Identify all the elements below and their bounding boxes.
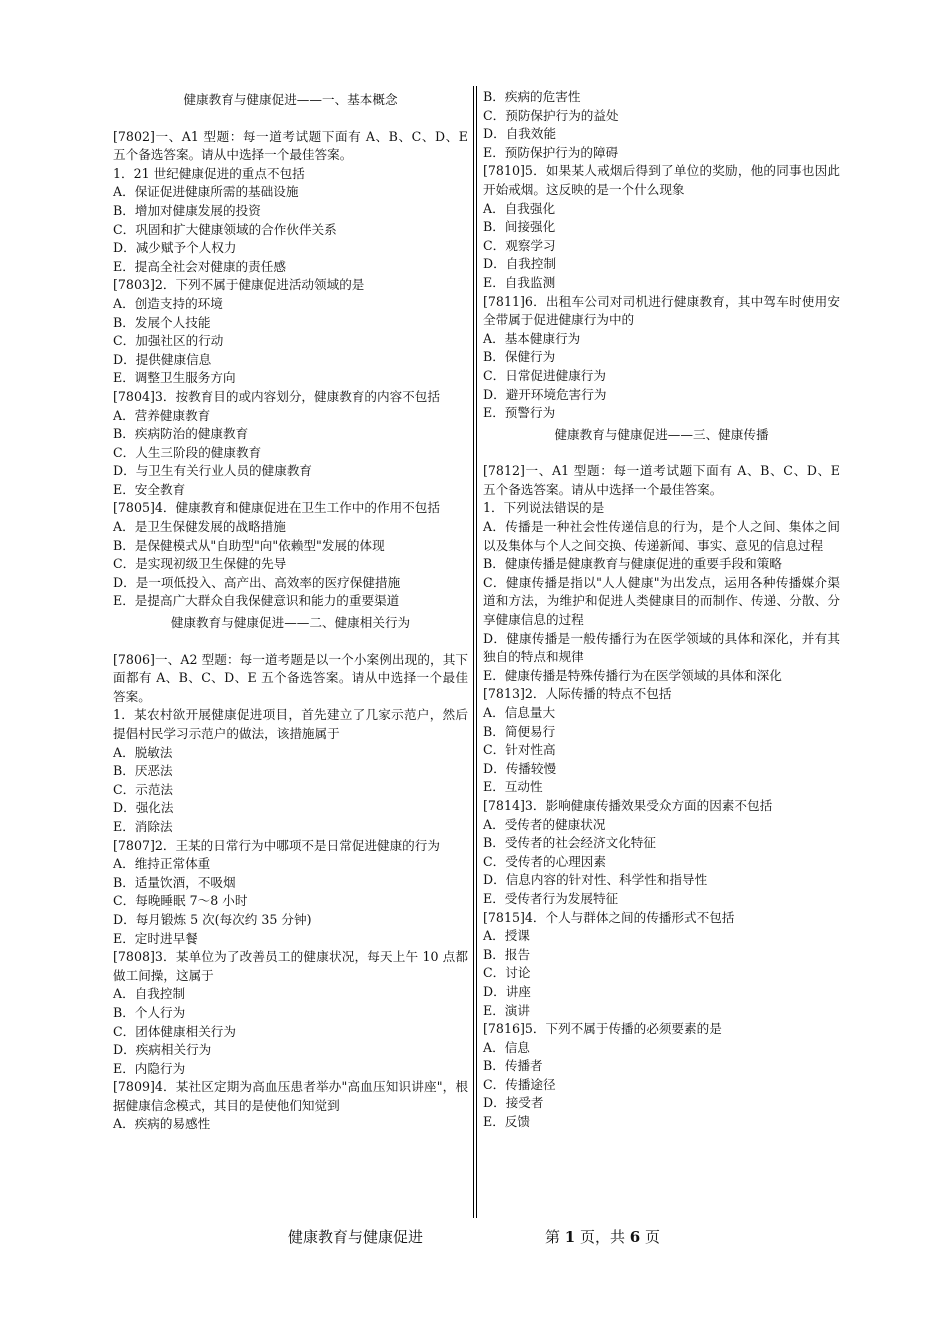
text-line: A．维持正常体重 [113,856,211,872]
text-line: E．演讲 [483,1002,530,1018]
text-line: E．消除法 [113,818,173,834]
text-line: B．适量饮酒，不吸烟 [113,874,236,890]
section-heading: 健康教育与健康促进——二、健康相关行为 [170,615,411,631]
text-line: B．间接强化 [483,219,556,235]
text-line: D．提供健康信息 [113,351,212,367]
text-line: D．信息内容的针对性、科学性和指导性 [483,872,708,888]
text-line: [7811]6．出租车公司对司机进行健康教育，其中驾车时使用安全带属于促进健康行为中的 [483,293,840,328]
text-line: B．简便易行 [483,723,556,739]
text-line: [7806]一、A2 型题：每一道考题是以一个小案例出现的，其下面都有 A、B、C、D、E 五个备选答案。请从中选择一个最佳答案。 [113,651,468,704]
text-line: [7805]4．健康教育和健康促进在卫生工作中的作用不包括 [113,500,440,516]
footer-page-number [545,1226,660,1247]
text-line: B．健康传播是健康教育与健康促进的重要手段和策略 [483,556,782,572]
text-line: C．巩固和扩大健康领域的合作伙伴关系 [113,221,337,237]
text-line: E．预警行为 [483,405,556,421]
text-line: B．报告 [483,946,531,962]
text-line: C．是实现初级卫生保健的先导 [113,556,287,572]
text-line: [7816]5．下列不属于传播的必须要素的是 [483,1021,722,1037]
text-line: E．提高全社会对健康的责任感 [113,258,286,274]
text-line: E．安全教育 [113,481,186,497]
text-line: E．定时进早餐 [113,930,198,946]
text-line: [7808]3．某单位为了改善员工的健康状况，每天上午 10 点都做工间操，这属于 [113,949,468,983]
text-line: [7815]4．个人与群体之间的传播形式不包括 [483,909,735,925]
text-line: B．个人行为 [113,1004,186,1020]
text-line: B．增加对健康发展的投资 [113,202,261,218]
text-line: C．健康传播是指以"人人健康"为出发点，运用各种传播媒介渠道和方法，为维护和促进人类健康目的而制作、传递、分散、分享健康信息的过程 [483,574,840,628]
text-line: D．与卫生有关行业人员的健康教育 [113,463,313,479]
text-line: 1．某农村欲开展健康促进项目，首先建立了几家示范户，然后提倡村民学习示范户的做法，该措施属于 [113,707,468,741]
text-line: C．受传者的心理因素 [483,853,606,869]
text-line: B．是保健模式从"自助型"向"依赖型"发展的体现 [113,537,385,553]
text-line: C．每晚睡眠 7～8 小时 [113,893,248,909]
text-line: D．健康传播是一般传播行为在医学领域的具体和深化，并有其独自的特点和规律 [483,630,840,665]
text-line: D．讲座 [483,983,531,999]
text-line: A．基本健康行为 [483,330,581,346]
text-line: A．脱敏法 [113,744,173,760]
text-line: B．保健行为 [483,349,556,365]
text-line: E．预防保护行为的障碍 [483,144,619,160]
page-current: 1 [564,1228,576,1246]
left-column [113,88,468,1134]
text-line: C．观察学习 [483,237,556,253]
text-line: 1．下列说法错误的是 [483,500,605,516]
section-heading: 健康教育与健康促进——一、基本概念 [183,92,398,107]
text-line: C．针对性高 [483,742,556,758]
text-line: C．示范法 [113,781,174,797]
text-line: E．自我监测 [483,274,556,290]
text-line: E．受传者行为发展特征 [483,890,619,906]
text-line: A．信息量大 [483,705,556,720]
text-line: E．反馈 [483,1114,530,1130]
text-line: [7810]5．如果某人戒烟后得到了单位的奖励，他的同事也因此开始戒烟。这反映的是一个什么现象 [483,163,840,197]
text-line: D．是一项低投入、高产出、高效率的医疗保健措施 [113,574,401,590]
page-prefix: 第 [545,1228,565,1246]
text-line: C．团体健康相关行为 [113,1023,236,1039]
text-line: D．每月锻炼 5 次(每次约 35 分钟) [113,911,312,927]
text-line: [7804]3．按教育目的或内容划分，健康教育的内容不包括 [113,388,440,404]
page-total: 6 [629,1228,641,1246]
text-line: [7807]2．王某的日常行为中哪项不是日常促进健康的行为 [113,837,440,853]
text-line: E．调整卫生服务方向 [113,370,236,386]
text-line: B．受传者的社会经济文化特征 [483,835,656,851]
page-middle: 页，共 [575,1228,630,1246]
text-line: A．受传者的健康状况 [483,816,606,832]
text-line: A．自我控制 [113,986,186,1002]
text-line: C．预防保护行为的益处 [483,107,619,123]
text-line: E．是提高广大群众自我保健意识和能力的重要渠道 [113,593,400,609]
text-line: B．厌恶法 [113,763,173,779]
text-line: A．自我强化 [483,200,556,216]
text-line: [7813]2．人际传播的特点不包括 [483,686,672,702]
text-line: D．传播较慢 [483,760,557,776]
footer-title: 健康教育与健康促进 [288,1228,424,1246]
right-column [483,88,840,1132]
text-line: C．日常促进健康行为 [483,367,606,383]
column-divider [473,86,477,1218]
text-line: C．人生三阶段的健康教育 [113,444,262,460]
text-line: A．保证促进健康所需的基础设施 [113,184,299,200]
text-line: B．传播者 [483,1058,543,1074]
text-line: [7803]2．下列不属于健康促进活动领域的是 [113,277,365,293]
text-line: C．加强社区的行动 [113,333,224,349]
text-line: [7802]一、A1 型题：每一道考试题下面有 A、B、C、D、E 五个备选答案。请从中选择一个最佳答案。 [113,128,468,163]
text-line: [7812]一、A1 型题：每一道考试题下面有 A、B、C、D、E 五个备选答案。请从中选择一个最佳答案。 [483,463,840,497]
text-line: C．传播途径 [483,1076,556,1092]
text-line: A．疾病的易感性 [113,1116,211,1132]
text-line: D．自我效能 [483,126,557,142]
text-line: C．讨论 [483,965,531,981]
text-line: B．疾病的危害性 [483,89,581,104]
text-line: B．疾病防治的健康教育 [113,426,249,442]
text-line: [7809]4．某社区定期为高血压患者举办"高血压知识讲座"，根据健康信念模式，其目的是使他们知觉到 [113,1079,468,1113]
text-line: [7814]3．影响健康传播效果受众方面的因素不包括 [483,797,773,813]
text-line: A．信息 [483,1039,530,1055]
text-line: E．互动性 [483,779,543,795]
text-line: D．强化法 [113,800,174,816]
text-line: D．自我控制 [483,256,557,272]
page-suffix: 页 [640,1228,660,1246]
text-line: D．避开环境危害行为 [483,386,607,402]
text-line: E．健康传播是特殊传播行为在医学领域的具体和深化 [483,667,782,683]
text-line: A．传播是一种社会性传递信息的行为，是个人之间、集体之间以及集体与个人之间交换、传递新闻、事实、意见的信息过程 [483,519,840,553]
text-line: A．营养健康教育 [113,407,211,423]
text-line: D．减少赋予个人权力 [113,240,237,256]
text-line: D．疾病相关行为 [113,1042,212,1058]
text-line: D．接受者 [483,1095,544,1111]
text-line: B．发展个人技能 [113,314,211,330]
text-line: 1．21 世纪健康促进的重点不包括 [113,165,305,181]
text-line: A．创造支持的环境 [113,295,223,311]
section-heading: 健康教育与健康促进——三、健康传播 [554,426,769,442]
text-line: E．内隐行为 [113,1060,186,1076]
text-line: A．是卫生保健发展的战略措施 [113,519,286,535]
text-line: A．授课 [483,928,530,944]
